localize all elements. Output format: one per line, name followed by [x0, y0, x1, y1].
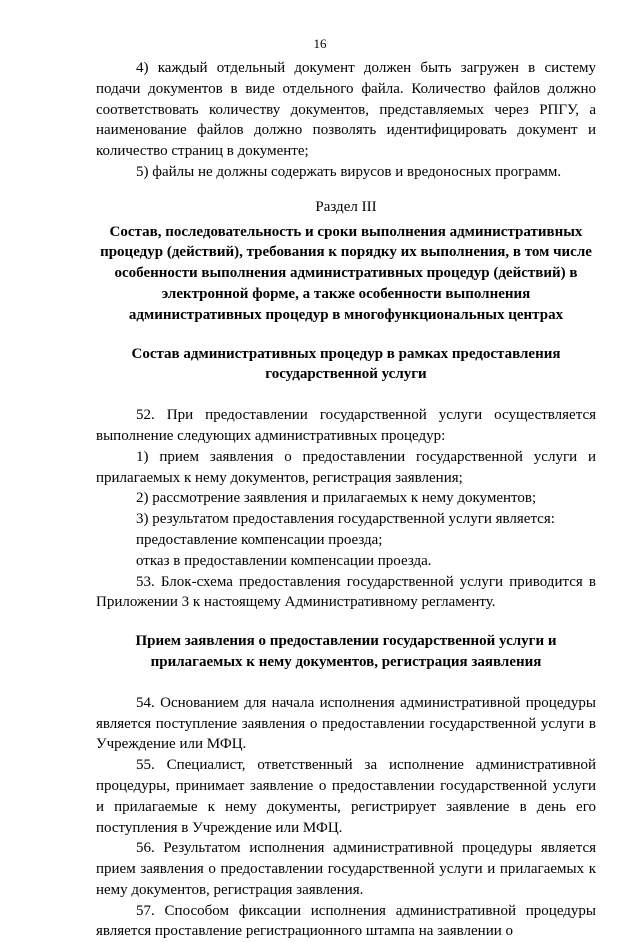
paragraph-item-5: 5) файлы не должны содержать вирусов и вредоносных программ.: [136, 163, 562, 180]
paragraph-procedure-1: 1) прием заявления о предоставлении государственной услуги и прилагаемых к нему документов, регистрация заявления;: [96, 448, 596, 486]
paragraph-55: 55. Специалист, ответственный за исполнение административной процедуры, принимает заявление о предоставлении государственной услуги и прилагаемые к нему документы, регистрирует заявление в день его поступления в Учреждение или МФЦ.: [96, 757, 596, 836]
subsection-title-procedures: Состав административных процедур в рамках предоставления государственной услуги: [131, 345, 561, 383]
section-title: Состав, последовательность и сроки выполнения административных процедур (действий), требования к порядку их выполнения, в том числе особенности выполнения административных процедур (действий) в электронной форме, а также особенности выполнения административных процедур в многофункциональных центрах: [100, 223, 592, 323]
paragraph-54: 54. Основанием для начала исполнения административной процедуры является поступление заявления о предоставлении государственной услуги в Учреждение или МФЦ.: [96, 694, 596, 753]
document-body: [96, 58, 596, 942]
paragraph-53: 53. Блок-схема предоставления государственной услуги приводится в Приложении 3 к настоящему Административному регламенту.: [96, 573, 596, 611]
subsection-title-reception: Прием заявления о предоставлении государственной услуги и прилагаемых к нему документов, регистрация заявления: [135, 633, 557, 670]
section-label: Раздел III: [315, 198, 377, 215]
paragraph-result-grant: предоставление компенсации проезда;: [136, 531, 383, 548]
paragraph-procedure-2: 2) рассмотрение заявления и прилагаемых к нему документов;: [136, 490, 537, 507]
paragraph-item-4: 4) каждый отдельный документ должен быть загружен в систему подачи документов в виде отдельного файла. Количество файлов должно соответствовать количеству документов, представляемых через РПГУ, а наименование файлов должно позволять идентифицировать документ и количество страниц в документе;: [96, 60, 596, 160]
paragraph-57: 57. Способом фиксации исполнения административной процедуры является проставление регистрационного штампа на заявлении о: [96, 902, 596, 940]
page-number: 16: [313, 36, 327, 51]
paragraph-52: 52. При предоставлении государственной услуги осуществляется выполнение следующих административных процедур:: [96, 407, 596, 444]
paragraph-56: 56. Результатом исполнения административной процедуры является прием заявления о предоставлении государственной услуги и прилагаемых к нему документов, регистрация заявления.: [96, 840, 596, 898]
spacer: [96, 673, 596, 693]
paragraph-procedure-3: 3) результатом предоставления государственной услуги является:: [136, 511, 555, 528]
paragraph-result-refusal: отказ в предоставлении компенсации проезда.: [136, 552, 432, 569]
spacer: [96, 385, 596, 405]
